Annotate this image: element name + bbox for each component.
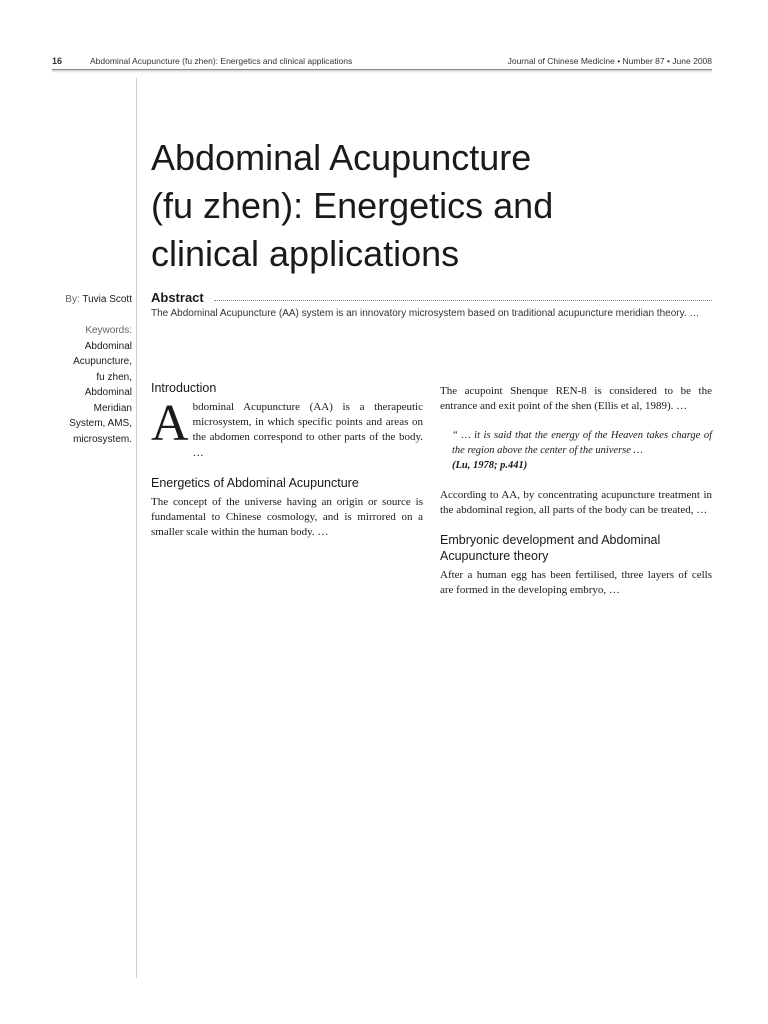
title-line: clinical applications (151, 233, 460, 274)
abstract-rule (214, 300, 712, 301)
byline (20, 292, 132, 308)
page-number: 16 (52, 56, 63, 66)
keywords (20, 323, 132, 447)
article-title (151, 134, 671, 278)
introduction-text: bdominal Acupuncture (AA) is a therapeutic microsystem, in which specific points and areas on the abdomen correspond to other parts of the body. … (192, 401, 423, 459)
right-column (440, 384, 712, 598)
drop-cap: A (151, 395, 189, 452)
section-heading-embryonic: Embryonic development and Abdominal Acupuncture theory (440, 533, 661, 564)
shenque-paragraph: The acupoint Shenque REN-8 is considered to be the entrance and exit point of the shen (Ellis et al, 1989). … (440, 385, 712, 413)
keyword-line: Abdominal (84, 340, 132, 352)
keyword-line: Meridian (93, 402, 132, 414)
title-line: (fu zhen): Energetics and (151, 185, 554, 226)
keyword-line: System, AMS, (69, 418, 132, 429)
keyword-line: Abdominal (84, 387, 132, 398)
energetics-paragraph: The concept of the universe having an origin or source is fundamental to Chinese cosmology, and is mirrored on a smaller scale within the human body. … (151, 495, 423, 539)
running-title: Abdominal Acupuncture (fu zhen): Energetics and clinical applications (90, 56, 353, 66)
keyword-line: Acupuncture, (73, 356, 132, 367)
introduction-paragraph (151, 395, 423, 461)
title-line: Abdominal Acupuncture (151, 137, 532, 178)
journal-issue: Journal of Chinese Medicine • Number 87 • June 2008 (507, 56, 712, 66)
quote-citation: (Lu, 1978; p.441) (452, 460, 528, 472)
concentrating-paragraph: According to AA, by concentrating acupuncture treatment in the abdominal region, all parts of the body can be treated, … (440, 488, 712, 516)
abstract-heading: Abstract (151, 290, 204, 305)
sidebar-divider (136, 78, 137, 978)
keyword-line: fu zhen, (96, 371, 132, 383)
section-heading-energetics: Energetics of Abdominal Acupuncture (151, 475, 359, 490)
header-shadow (52, 70, 712, 73)
keyword-line: microsystem. (73, 433, 132, 445)
left-column (151, 380, 423, 540)
running-header (52, 54, 712, 70)
block-quote: “ … it is said that the energy of the Heaven takes charge of the region above the center of the universe … (452, 430, 712, 457)
author-name: Tuvia Scott (82, 294, 132, 305)
keywords-label: Keywords: (85, 325, 132, 336)
section-heading-introduction: Introduction (151, 381, 217, 395)
embryonic-paragraph: After a human egg has been fertilised, three layers of cells are formed in the developing embryo, … (440, 569, 712, 597)
abstract-text: The Abdominal Acupuncture (AA) system is an innovatory microsystem based on traditional acupuncture meridian theory. … (151, 308, 700, 319)
byline-label: By: (65, 294, 80, 305)
